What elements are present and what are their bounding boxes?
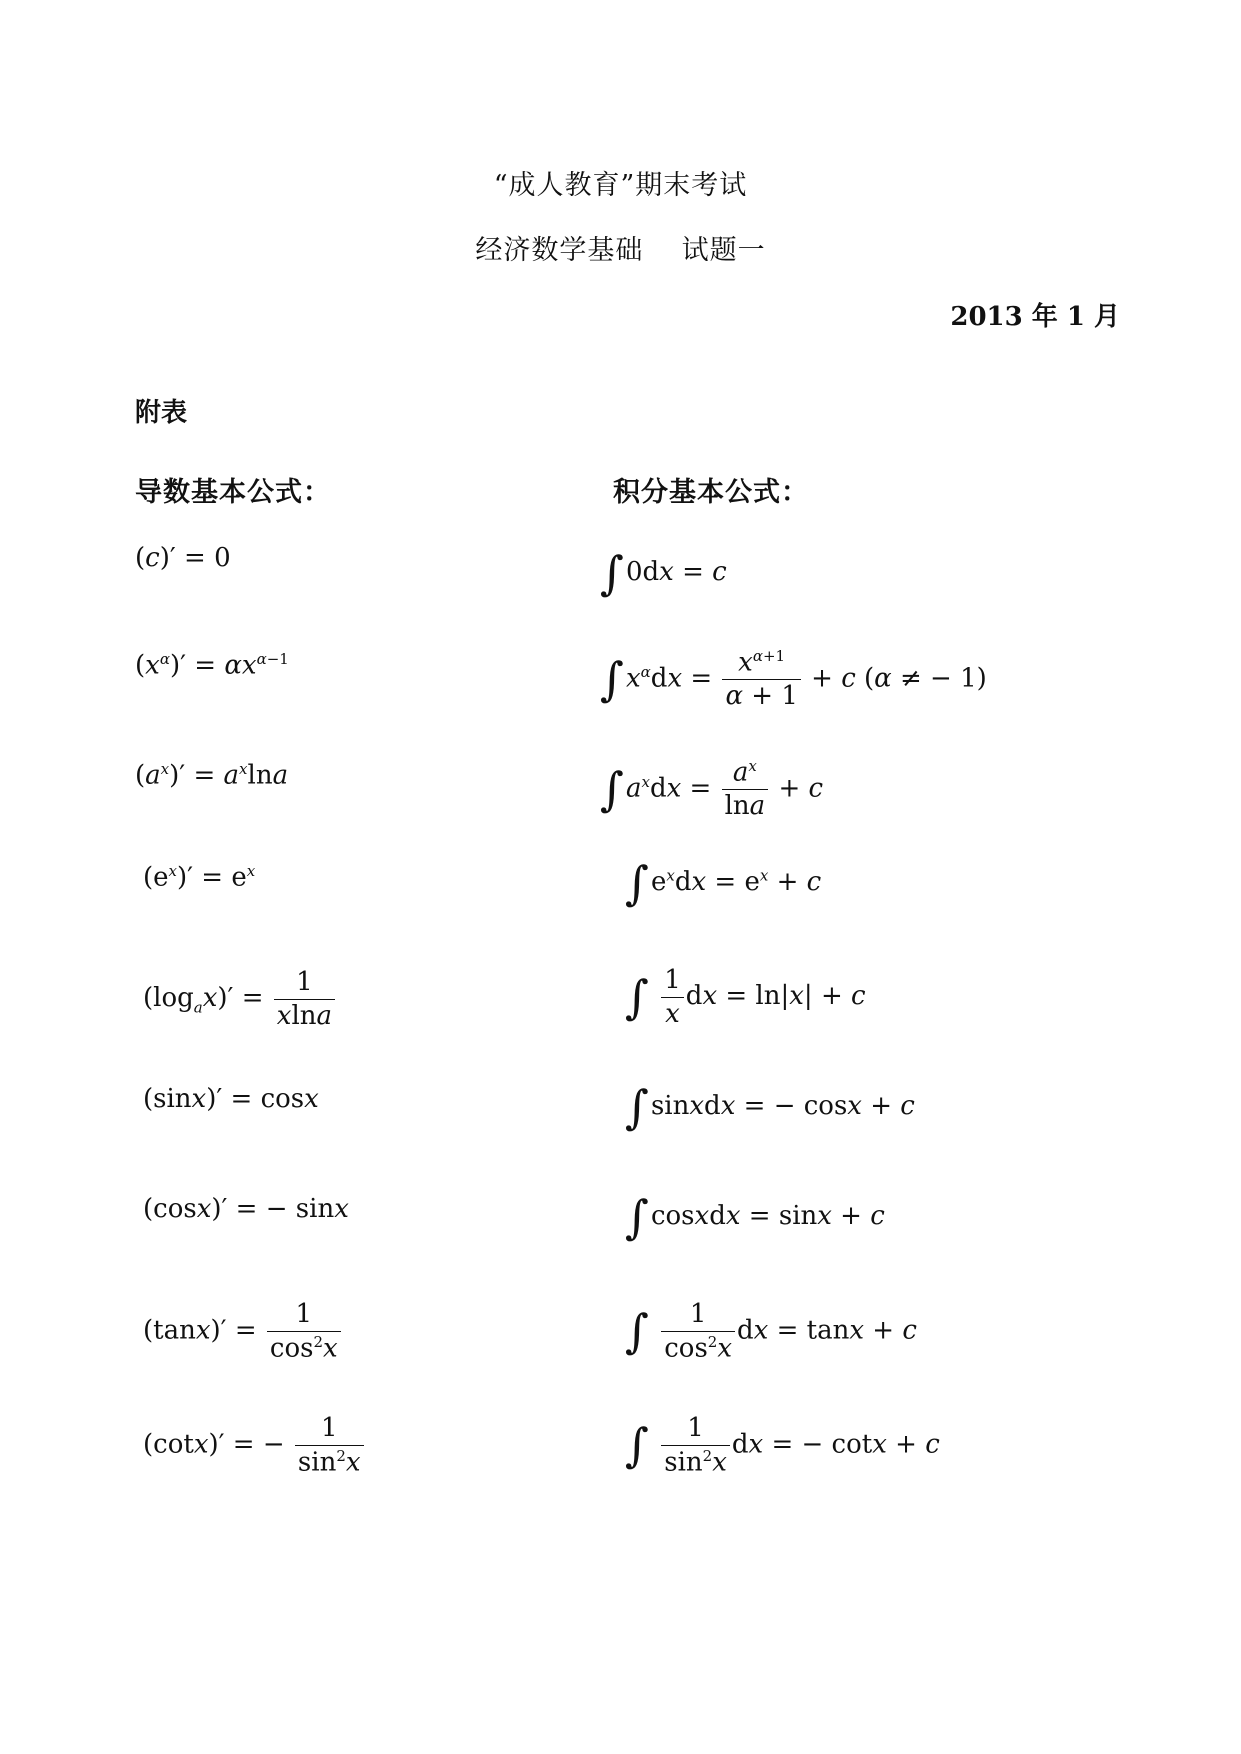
- appendix-label: 附表: [135, 398, 188, 428]
- derivatives-heading: 导数基本公式：: [135, 477, 331, 508]
- page-subtitle: 经济数学基础 试题一: [475, 235, 766, 266]
- integral-formula-6: ∫sinxdx = − cosx + c: [625, 1080, 915, 1134]
- integral-formula-3: $\int a^xdx$ = $\frac{a^x}{\ln a}$ + c: [600, 757, 824, 822]
- integral-formula-8: ∫ $\frac{1}{\cos^2x}$ dx = tanx + c: [625, 1299, 917, 1364]
- integral-formula-7: ∫cosxdx = sinx + c: [625, 1190, 885, 1244]
- exam-date: 2013 年 1 月: [950, 302, 1120, 332]
- integral-formula-4: $\int e^xdx = e^x + c$: [625, 856, 822, 910]
- derivative-formula-2: $(x^\alpha)' = \alpha x^{\alpha-1}$: [135, 650, 289, 681]
- integral-formula-9: ∫ $\frac{1}{\sin^2x}$ dx = − cotx + c: [625, 1413, 940, 1478]
- derivative-formula-1: (c)′ = 0: [135, 543, 231, 573]
- page-title: “成人教育”期末考试: [493, 170, 748, 201]
- integral-formula-2: $\int x^\alpha dx$ = $\frac{x^{\alpha+1}}{\alpha + 1}$ + c (α ≠ − 1): [600, 647, 987, 712]
- derivative-formula-5: $(\log_ax)'$ = $\frac{1}{xlna}$: [143, 968, 337, 1030]
- integral-formula-5: ∫ $\frac{1}{x}$ dx = ln|x| + c: [625, 965, 866, 1029]
- derivative-formula-3: $(a^x)' = a^x\ln a$: [135, 760, 289, 791]
- derivative-formula-4: $(e^x)' = e^x$: [143, 862, 256, 893]
- derivative-formula-7: (cosx)′ = − sinx: [143, 1194, 349, 1224]
- derivative-formula-6: (sinx)′ = cosx: [143, 1084, 319, 1114]
- derivative-formula-8: (tanx)′ = $\frac{1}{\cos^2x}$: [143, 1300, 343, 1363]
- derivative-formula-9: (cotx)′ = − $\frac{1}{\sin^2x}$: [143, 1414, 366, 1477]
- integrals-heading: 积分基本公式：: [613, 477, 809, 508]
- integral-formula-1: ∫0dx = c: [600, 546, 727, 600]
